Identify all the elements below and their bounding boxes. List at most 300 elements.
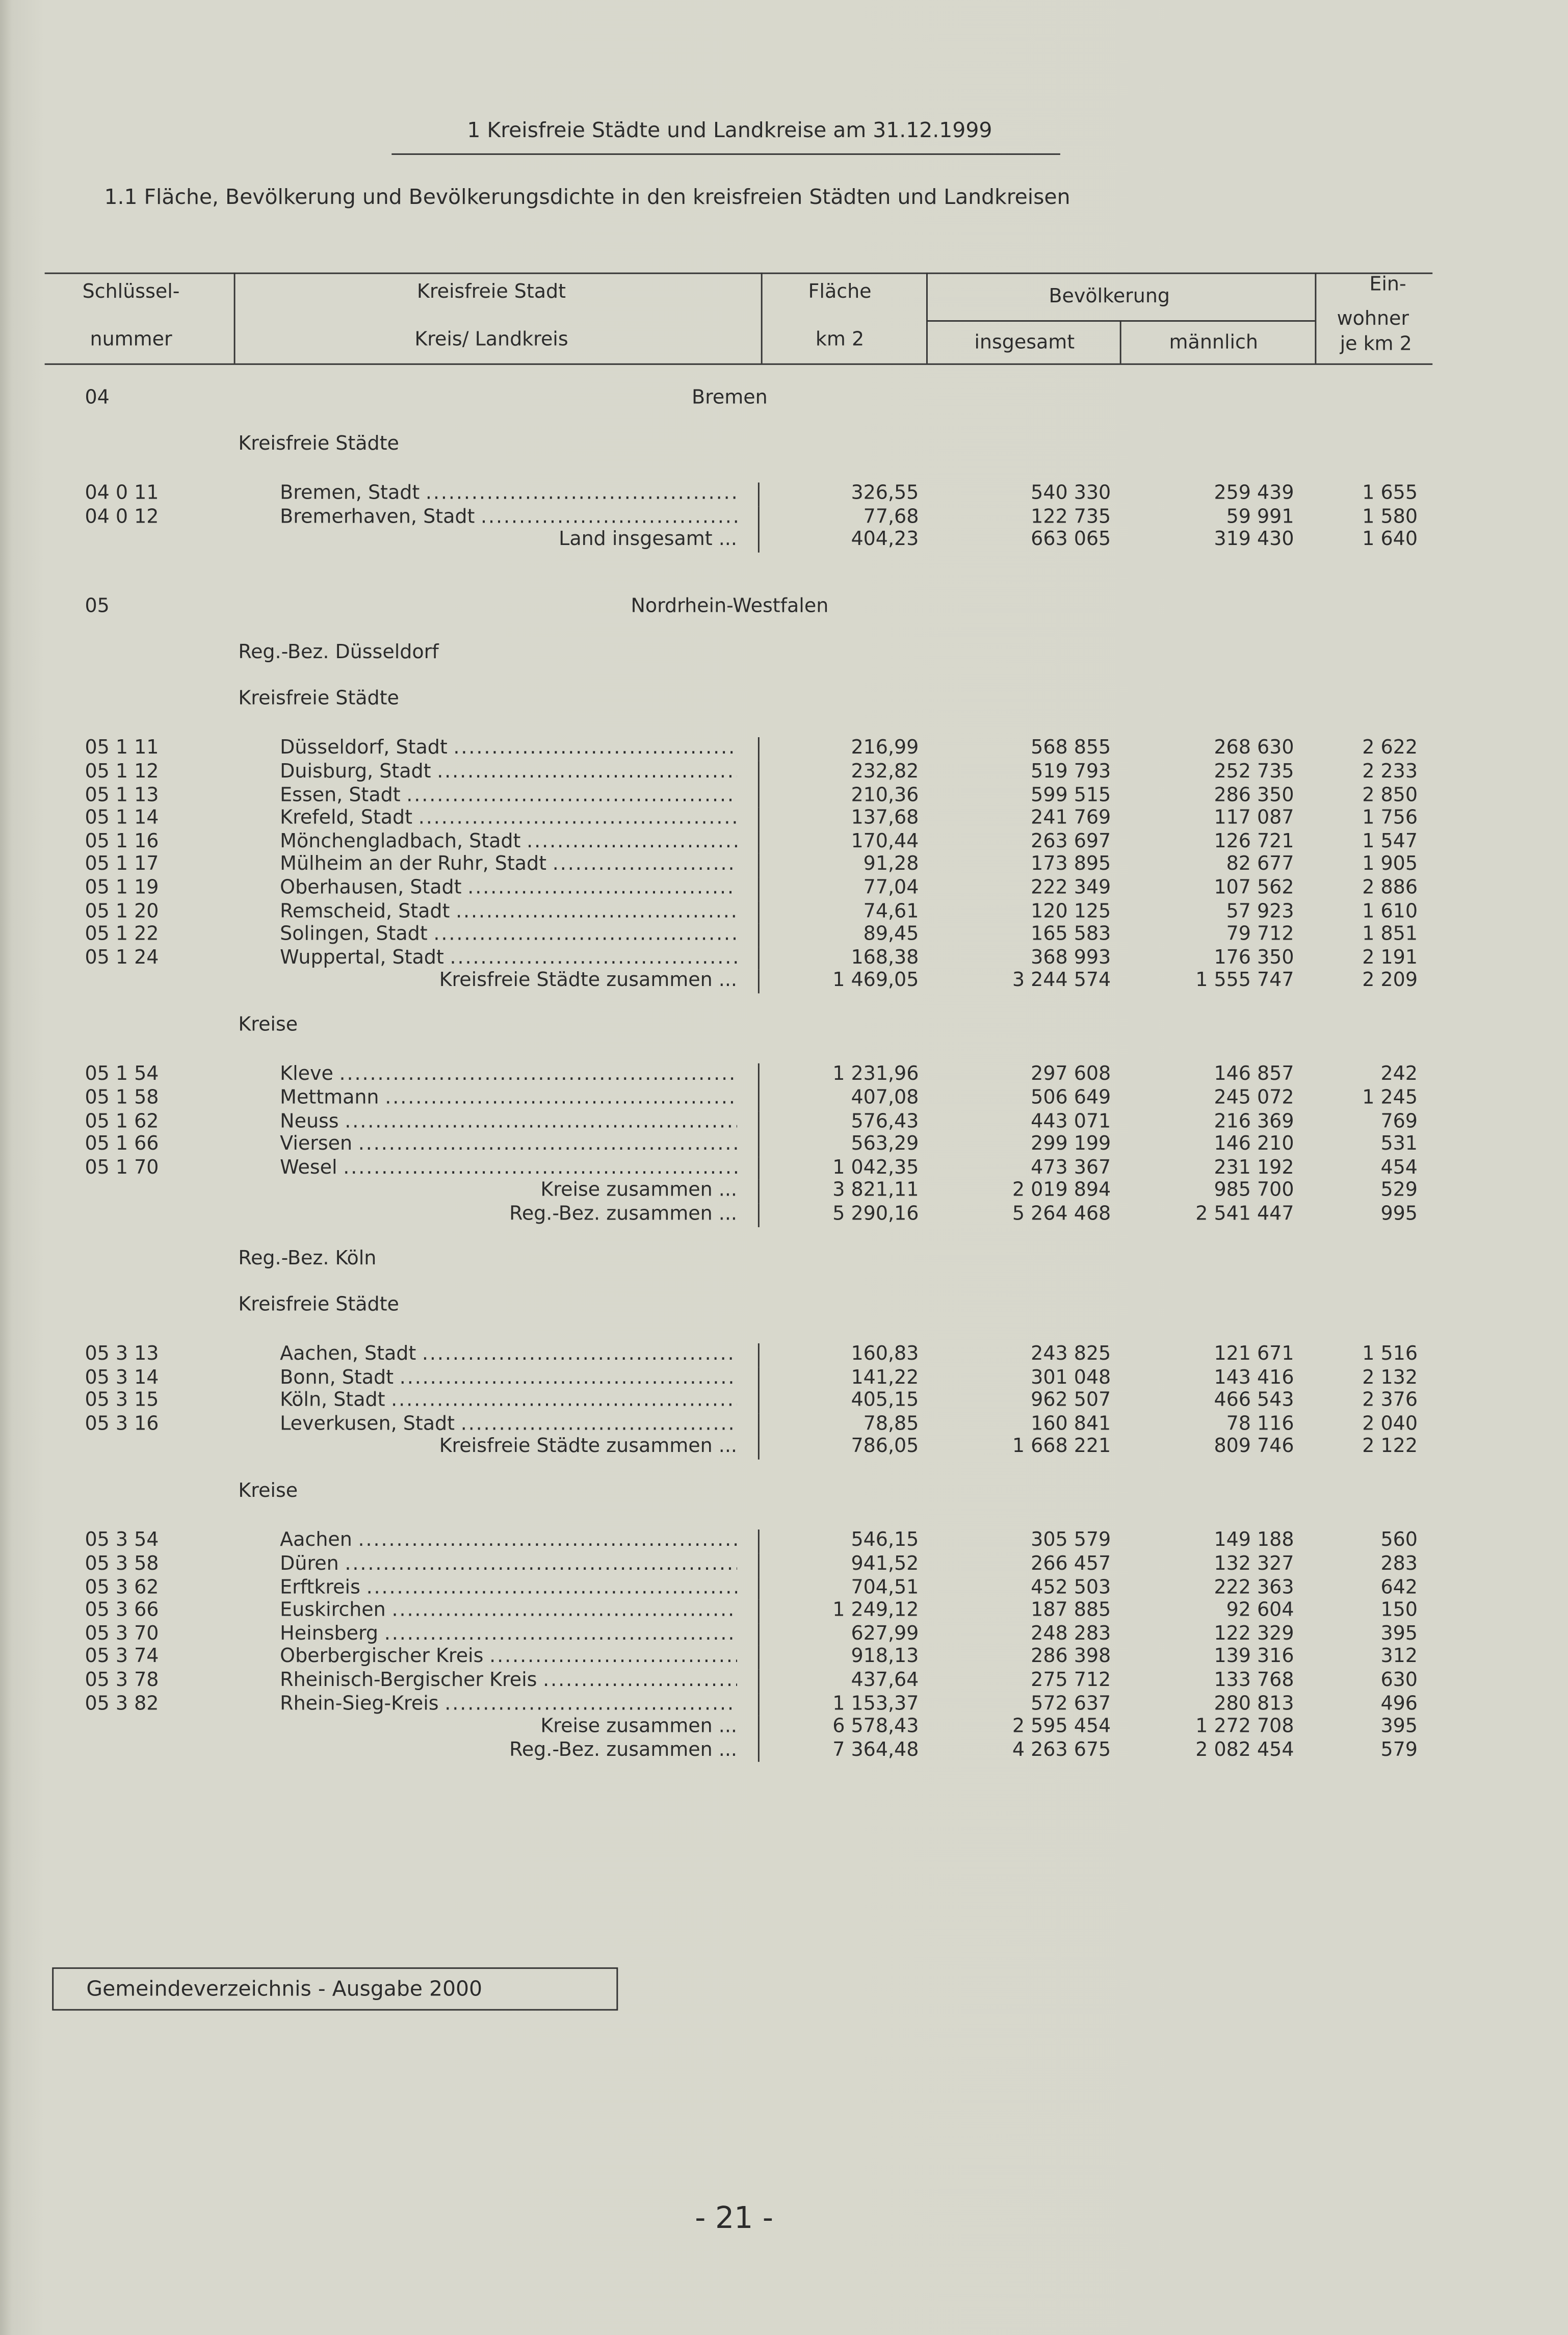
district-name bbox=[280, 483, 737, 506]
district-name-text: Mülheim an der Ruhr, Stadt bbox=[280, 853, 547, 876]
population-male: 132 327 bbox=[1214, 1553, 1294, 1576]
population-total: 301 048 bbox=[1031, 1366, 1111, 1389]
group-label bbox=[0, 689, 1568, 712]
header-population-total: insgesamt bbox=[974, 332, 1075, 355]
area-value: 137,68 bbox=[851, 807, 919, 830]
column-divider bbox=[758, 506, 760, 530]
key-number: 05 1 54 bbox=[85, 1063, 159, 1086]
district-name-text: Mönchengladbach, Stadt bbox=[280, 831, 521, 853]
key-number: 05 3 16 bbox=[85, 1413, 159, 1436]
dot-leader bbox=[352, 1134, 737, 1157]
key-number: 05 1 17 bbox=[85, 853, 159, 876]
dot-leader bbox=[339, 1110, 737, 1134]
district-name-text: Düren bbox=[280, 1553, 339, 1576]
population-male: 122 329 bbox=[1214, 1623, 1294, 1646]
population-male: 107 562 bbox=[1214, 877, 1294, 900]
density-value: 1 245 bbox=[1362, 1087, 1418, 1110]
area-value: 627,99 bbox=[851, 1623, 919, 1646]
total-label: Kreise zusammen ... bbox=[540, 1716, 737, 1739]
district-name-text: Mettmann bbox=[280, 1087, 379, 1110]
dot-leader bbox=[385, 1390, 737, 1413]
density-value: 2 886 bbox=[1362, 877, 1418, 900]
population-total: 5 264 468 bbox=[1012, 1203, 1111, 1226]
district-name-text: Essen, Stadt bbox=[280, 784, 401, 807]
district-name-text: Bremen, Stadt bbox=[280, 483, 420, 505]
density-value: 395 bbox=[1380, 1716, 1418, 1739]
column-divider bbox=[758, 1693, 760, 1716]
column-divider bbox=[758, 854, 760, 877]
group-label bbox=[0, 434, 1568, 457]
district-name bbox=[280, 1343, 737, 1367]
dot-leader bbox=[333, 1064, 737, 1087]
district-name-text: Wuppertal, Stadt bbox=[280, 947, 444, 970]
total-label: Kreise zusammen ... bbox=[540, 1180, 737, 1203]
population-male: 143 416 bbox=[1214, 1366, 1294, 1389]
dot-leader bbox=[444, 947, 737, 970]
density-value: 2 233 bbox=[1362, 761, 1418, 784]
dot-leader bbox=[448, 738, 737, 761]
column-divider bbox=[758, 1600, 760, 1623]
group-label-text: Kreisfreie Städte bbox=[238, 688, 399, 711]
column-divider bbox=[758, 1530, 760, 1553]
population-total: 2 019 894 bbox=[1012, 1180, 1111, 1203]
column-divider bbox=[758, 924, 760, 947]
key-number: 05 3 62 bbox=[85, 1576, 159, 1599]
dot-leader bbox=[339, 1553, 737, 1577]
population-total: 452 503 bbox=[1031, 1576, 1111, 1599]
dot-leader bbox=[379, 1087, 737, 1110]
column-divider bbox=[758, 970, 760, 994]
population-total: 263 697 bbox=[1031, 831, 1111, 853]
header-name: Kreisfreie Stadt bbox=[416, 281, 566, 304]
section-title: 1 Kreisfreie Städte und Landkreise am 31.12.1999 bbox=[467, 119, 992, 143]
population-male: 222 363 bbox=[1214, 1576, 1294, 1599]
header-divider bbox=[761, 273, 763, 364]
district-name-text: Bonn, Stadt bbox=[280, 1366, 394, 1389]
population-total: 160 841 bbox=[1031, 1413, 1111, 1436]
district-name bbox=[280, 1366, 737, 1390]
table-row bbox=[0, 784, 1568, 808]
population-total: 368 993 bbox=[1031, 947, 1111, 970]
district-name bbox=[280, 1390, 737, 1413]
district-name-text: Neuss bbox=[280, 1110, 339, 1133]
group-label bbox=[0, 1248, 1568, 1272]
population-total: 243 825 bbox=[1031, 1343, 1111, 1366]
area-value: 405,15 bbox=[851, 1390, 919, 1412]
population-male: 126 721 bbox=[1214, 831, 1294, 853]
region-heading bbox=[0, 387, 1568, 411]
area-value: 160,83 bbox=[851, 1343, 919, 1366]
district-name bbox=[280, 831, 737, 854]
key-number: 05 1 70 bbox=[85, 1157, 159, 1179]
dot-leader bbox=[337, 1157, 737, 1180]
total-label: Land insgesamt ... bbox=[559, 529, 737, 552]
group-label-text: Reg.-Bez. Düsseldorf bbox=[238, 642, 439, 665]
population-total: 519 793 bbox=[1031, 761, 1111, 784]
column-divider bbox=[758, 877, 760, 901]
density-value: 642 bbox=[1380, 1576, 1418, 1599]
header-divider bbox=[926, 273, 928, 364]
key-number: 05 1 16 bbox=[85, 831, 159, 853]
dot-leader bbox=[537, 1670, 737, 1693]
density-value: 769 bbox=[1380, 1110, 1418, 1133]
column-divider bbox=[758, 808, 760, 831]
column-divider bbox=[758, 1739, 760, 1762]
population-male: 121 671 bbox=[1214, 1343, 1294, 1366]
population-male: 82 677 bbox=[1226, 853, 1294, 876]
population-total: 572 637 bbox=[1031, 1693, 1111, 1716]
column-divider bbox=[758, 529, 760, 553]
population-total: 599 515 bbox=[1031, 784, 1111, 807]
population-male: 466 543 bbox=[1214, 1390, 1294, 1412]
district-name-text: Duisburg, Stadt bbox=[280, 761, 431, 784]
dot-leader bbox=[483, 1646, 737, 1670]
population-total: 122 735 bbox=[1031, 506, 1111, 529]
key-number: 05 3 13 bbox=[85, 1343, 159, 1366]
density-value: 454 bbox=[1380, 1157, 1418, 1179]
population-male: 268 630 bbox=[1214, 738, 1294, 760]
key-number: 05 1 14 bbox=[85, 807, 159, 830]
population-total: 443 071 bbox=[1031, 1110, 1111, 1133]
density-value: 2 209 bbox=[1362, 970, 1418, 993]
total-label: Kreisfreie Städte zusammen ... bbox=[439, 970, 737, 993]
header-divider bbox=[1120, 320, 1121, 364]
table-row bbox=[0, 738, 1568, 761]
district-name bbox=[280, 1623, 737, 1647]
population-male: 133 768 bbox=[1214, 1669, 1294, 1692]
column-divider bbox=[758, 784, 760, 808]
region-code: 04 bbox=[85, 387, 110, 410]
district-name bbox=[280, 1600, 737, 1623]
density-value: 529 bbox=[1380, 1180, 1418, 1203]
area-value: 78,85 bbox=[863, 1413, 919, 1436]
key-number: 05 3 58 bbox=[85, 1553, 159, 1576]
district-name-text: Aachen, Stadt bbox=[280, 1343, 416, 1366]
area-value: 141,22 bbox=[851, 1366, 919, 1389]
key-number: 05 1 20 bbox=[85, 900, 159, 923]
population-total: 2 595 454 bbox=[1012, 1716, 1111, 1739]
key-number: 05 3 70 bbox=[85, 1623, 159, 1646]
area-value: 576,43 bbox=[851, 1110, 919, 1133]
district-name bbox=[280, 1693, 737, 1716]
key-number: 05 3 15 bbox=[85, 1390, 159, 1412]
area-value: 77,04 bbox=[863, 877, 919, 900]
region-heading bbox=[0, 596, 1568, 620]
table-row bbox=[0, 1693, 1568, 1716]
page-number: - 21 - bbox=[695, 2199, 773, 2236]
population-male: 286 350 bbox=[1214, 784, 1294, 807]
footer-box: Gemeindeverzeichnis - Ausgabe 2000 bbox=[52, 1967, 618, 2011]
table-row bbox=[0, 854, 1568, 877]
key-number: 05 1 13 bbox=[85, 784, 159, 807]
density-value: 1 905 bbox=[1362, 853, 1418, 876]
column-divider bbox=[758, 1623, 760, 1647]
population-total: 962 507 bbox=[1031, 1390, 1111, 1412]
population-male: 59 991 bbox=[1226, 506, 1294, 529]
population-male: 149 188 bbox=[1214, 1530, 1294, 1553]
density-value: 2 191 bbox=[1362, 947, 1418, 970]
density-value: 1 851 bbox=[1362, 923, 1418, 946]
key-number: 05 3 78 bbox=[85, 1669, 159, 1692]
dot-leader bbox=[360, 1576, 737, 1600]
population-total: 222 349 bbox=[1031, 877, 1111, 900]
district-name bbox=[280, 947, 737, 970]
table-row bbox=[0, 1600, 1568, 1623]
group-label bbox=[0, 642, 1568, 666]
population-male: 259 439 bbox=[1214, 483, 1294, 505]
district-name-text: Düsseldorf, Stadt bbox=[280, 738, 448, 760]
population-male: 245 072 bbox=[1214, 1087, 1294, 1110]
dot-leader bbox=[416, 1343, 737, 1367]
population-total: 299 199 bbox=[1031, 1133, 1111, 1156]
population-male: 985 700 bbox=[1214, 1180, 1294, 1203]
table-row bbox=[0, 1064, 1568, 1087]
density-value: 630 bbox=[1380, 1669, 1418, 1692]
district-name bbox=[280, 808, 737, 831]
district-name-text: Rheinisch-Bergischer Kreis bbox=[280, 1669, 537, 1692]
population-male: 176 350 bbox=[1214, 947, 1294, 970]
district-name bbox=[280, 1064, 737, 1087]
key-number: 05 1 66 bbox=[85, 1133, 159, 1156]
district-name bbox=[280, 1110, 737, 1134]
district-name bbox=[280, 1576, 737, 1600]
district-name-text: Erftkreis bbox=[280, 1576, 360, 1599]
district-name-text: Oberbergischer Kreis bbox=[280, 1646, 484, 1669]
header-key: Schlüssel- bbox=[82, 281, 180, 304]
population-male: 1 272 708 bbox=[1195, 1716, 1294, 1739]
population-male: 146 857 bbox=[1214, 1063, 1294, 1086]
column-divider bbox=[758, 738, 760, 761]
population-total: 540 330 bbox=[1031, 483, 1111, 505]
column-divider bbox=[758, 1366, 760, 1390]
district-name bbox=[280, 1157, 737, 1180]
district-name bbox=[280, 1134, 737, 1157]
total-row bbox=[0, 1739, 1568, 1762]
population-male: 809 746 bbox=[1214, 1436, 1294, 1459]
key-number: 04 0 11 bbox=[85, 483, 159, 505]
density-value: 1 756 bbox=[1362, 807, 1418, 830]
column-divider bbox=[758, 1390, 760, 1413]
key-number: 05 1 22 bbox=[85, 923, 159, 946]
area-value: 1 042,35 bbox=[832, 1157, 919, 1179]
density-value: 242 bbox=[1380, 1063, 1418, 1086]
table-row bbox=[0, 1134, 1568, 1157]
table-row bbox=[0, 1553, 1568, 1577]
density-value: 531 bbox=[1380, 1133, 1418, 1156]
district-name bbox=[280, 1413, 737, 1437]
dot-leader bbox=[439, 1693, 737, 1716]
population-total: 3 244 574 bbox=[1012, 970, 1111, 993]
area-value: 918,13 bbox=[851, 1646, 919, 1669]
header-divider bbox=[234, 273, 236, 364]
population-male: 252 735 bbox=[1214, 761, 1294, 784]
district-name-text: Leverkusen, Stadt bbox=[280, 1413, 455, 1436]
column-divider bbox=[758, 831, 760, 854]
table-row bbox=[0, 924, 1568, 947]
table-row bbox=[0, 1576, 1568, 1600]
group-label bbox=[0, 1015, 1568, 1038]
dot-leader bbox=[546, 854, 737, 877]
population-male: 2 082 454 bbox=[1195, 1739, 1294, 1762]
key-number: 05 1 12 bbox=[85, 761, 159, 784]
population-male: 231 192 bbox=[1214, 1157, 1294, 1179]
header-area: Fläche bbox=[808, 281, 872, 304]
group-label-text: Kreisfreie Städte bbox=[238, 433, 399, 456]
area-value: 5 290,16 bbox=[832, 1203, 919, 1226]
column-divider bbox=[758, 1553, 760, 1577]
table-row bbox=[0, 483, 1568, 506]
key-number: 05 1 11 bbox=[85, 738, 159, 760]
district-name bbox=[280, 1553, 737, 1577]
column-divider bbox=[758, 947, 760, 970]
district-name-text: Köln, Stadt bbox=[280, 1390, 385, 1412]
key-number: 05 3 14 bbox=[85, 1366, 159, 1389]
total-row bbox=[0, 970, 1568, 994]
density-value: 1 580 bbox=[1362, 506, 1418, 529]
density-value: 2 132 bbox=[1362, 1366, 1418, 1389]
district-name bbox=[280, 506, 737, 530]
density-value: 395 bbox=[1380, 1623, 1418, 1646]
title-underline bbox=[391, 153, 1060, 155]
key-number: 05 1 24 bbox=[85, 947, 159, 970]
header-density: Ein- bbox=[1369, 274, 1406, 297]
district-name bbox=[280, 1087, 737, 1110]
district-name bbox=[280, 761, 737, 785]
total-label: Reg.-Bez. zusammen ... bbox=[509, 1203, 737, 1226]
region-name: Bremen bbox=[692, 387, 768, 410]
district-name bbox=[280, 738, 737, 761]
population-total: 663 065 bbox=[1031, 529, 1111, 552]
population-male: 79 712 bbox=[1226, 923, 1294, 946]
density-value: 560 bbox=[1380, 1530, 1418, 1553]
density-value: 2 622 bbox=[1362, 738, 1418, 760]
district-name bbox=[280, 784, 737, 808]
dot-leader bbox=[455, 1413, 737, 1437]
density-value: 496 bbox=[1380, 1693, 1418, 1716]
density-value: 2 040 bbox=[1362, 1413, 1418, 1436]
area-value: 326,55 bbox=[851, 483, 919, 505]
district-name bbox=[280, 900, 737, 924]
header-bottom-rule bbox=[45, 364, 1433, 365]
column-divider bbox=[758, 1180, 760, 1204]
district-name bbox=[280, 924, 737, 947]
area-value: 89,45 bbox=[863, 923, 919, 946]
density-value: 1 516 bbox=[1362, 1343, 1418, 1366]
population-total: 266 457 bbox=[1031, 1553, 1111, 1576]
dot-leader bbox=[386, 1600, 737, 1623]
population-male: 146 210 bbox=[1214, 1133, 1294, 1156]
table-row bbox=[0, 1670, 1568, 1693]
table-row bbox=[0, 1110, 1568, 1134]
header-population: Bevölkerung bbox=[1049, 286, 1170, 308]
area-value: 1 153,37 bbox=[832, 1693, 919, 1716]
column-divider bbox=[758, 1436, 760, 1460]
table-row bbox=[0, 900, 1568, 924]
area-value: 407,08 bbox=[851, 1087, 919, 1110]
region-name: Nordrhein-Westfalen bbox=[631, 596, 829, 619]
column-divider bbox=[758, 1203, 760, 1227]
table-row bbox=[0, 1366, 1568, 1390]
population-total: 275 712 bbox=[1031, 1669, 1111, 1692]
dot-leader bbox=[401, 784, 737, 808]
district-name bbox=[280, 877, 737, 901]
key-number: 05 3 66 bbox=[85, 1599, 159, 1622]
header-top-rule bbox=[45, 273, 1433, 274]
total-label: Reg.-Bez. zusammen ... bbox=[509, 1739, 737, 1762]
population-total: 1 668 221 bbox=[1012, 1436, 1111, 1459]
density-value: 2 376 bbox=[1362, 1390, 1418, 1412]
column-divider bbox=[758, 1576, 760, 1600]
header-divider bbox=[1315, 273, 1316, 364]
table-row bbox=[0, 808, 1568, 831]
dot-leader bbox=[412, 808, 737, 831]
dot-leader bbox=[462, 877, 737, 901]
density-value: 312 bbox=[1380, 1646, 1418, 1669]
district-name-text: Kleve bbox=[280, 1063, 333, 1086]
table-row bbox=[0, 1413, 1568, 1437]
group-label-text: Reg.-Bez. Köln bbox=[238, 1248, 377, 1270]
area-value: 437,64 bbox=[851, 1669, 919, 1692]
population-male: 78 116 bbox=[1226, 1413, 1294, 1436]
group-label-text: Kreise bbox=[238, 1481, 298, 1503]
density-value: 2 850 bbox=[1362, 784, 1418, 807]
table-row bbox=[0, 831, 1568, 854]
population-total: 506 649 bbox=[1031, 1087, 1111, 1110]
population-total: 297 608 bbox=[1031, 1063, 1111, 1086]
total-row bbox=[0, 1203, 1568, 1227]
header-density: je km 2 bbox=[1340, 333, 1412, 356]
area-value: 404,23 bbox=[851, 529, 919, 552]
table-row bbox=[0, 761, 1568, 785]
area-value: 74,61 bbox=[863, 900, 919, 923]
group-label bbox=[0, 1294, 1568, 1318]
area-value: 1 249,12 bbox=[832, 1599, 919, 1622]
area-value: 216,99 bbox=[851, 738, 919, 760]
column-divider bbox=[758, 1064, 760, 1087]
key-number: 05 1 58 bbox=[85, 1087, 159, 1110]
dot-leader bbox=[431, 761, 737, 785]
table-row bbox=[0, 1390, 1568, 1413]
area-value: 170,44 bbox=[851, 831, 919, 853]
dot-leader bbox=[378, 1623, 737, 1647]
total-label: Kreisfreie Städte zusammen ... bbox=[439, 1436, 737, 1459]
population-male: 57 923 bbox=[1226, 900, 1294, 923]
column-divider bbox=[758, 900, 760, 924]
area-value: 232,82 bbox=[851, 761, 919, 784]
header-area-unit: km 2 bbox=[815, 329, 865, 352]
population-total: 4 263 675 bbox=[1012, 1739, 1111, 1762]
key-number: 04 0 12 bbox=[85, 506, 159, 529]
key-number: 05 3 74 bbox=[85, 1646, 159, 1669]
column-divider bbox=[758, 761, 760, 785]
density-value: 150 bbox=[1380, 1599, 1418, 1622]
area-value: 3 821,11 bbox=[832, 1180, 919, 1203]
density-value: 2 122 bbox=[1362, 1436, 1418, 1459]
district-name-text: Solingen, Stadt bbox=[280, 923, 428, 946]
group-label bbox=[0, 1481, 1568, 1504]
dot-leader bbox=[428, 924, 737, 947]
population-total: 248 283 bbox=[1031, 1623, 1111, 1646]
population-male: 280 813 bbox=[1214, 1693, 1294, 1716]
table-row bbox=[0, 877, 1568, 901]
population-male: 139 316 bbox=[1214, 1646, 1294, 1669]
area-value: 6 578,43 bbox=[832, 1716, 919, 1739]
population-male: 1 555 747 bbox=[1195, 970, 1294, 993]
population-male: 2 541 447 bbox=[1195, 1203, 1294, 1226]
population-male: 92 604 bbox=[1226, 1599, 1294, 1622]
population-male: 117 087 bbox=[1214, 807, 1294, 830]
key-number: 05 3 54 bbox=[85, 1530, 159, 1553]
